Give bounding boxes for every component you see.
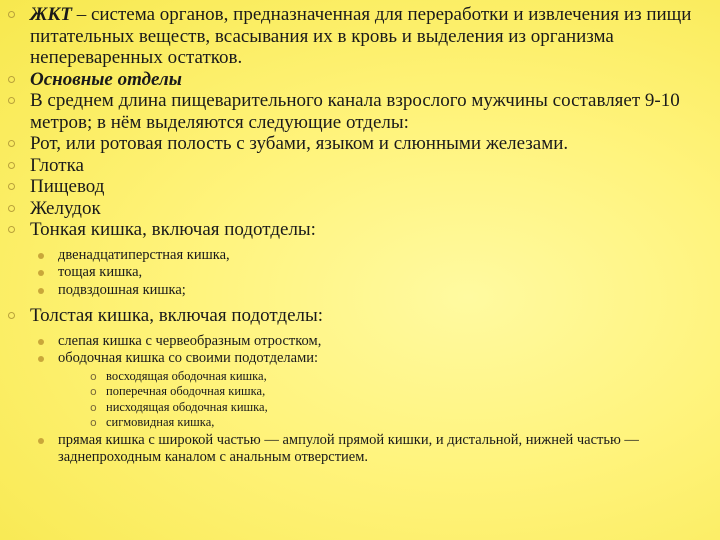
- list-item-large-intestine: [0, 305, 700, 467]
- hollow-circle-bullet-icon: [8, 162, 15, 169]
- sublist-item-text: тощая кишка,: [58, 264, 143, 280]
- sublist-item-text: прямая кишка с широкой частью — ампулой прямой кишки, и дистальной, нижней частью — заднепроходным каналом с анальным отверстием.: [58, 431, 639, 465]
- sublist-item-text: ободочная кишка со своими подотделами:: [58, 350, 319, 366]
- term-gkt: ЖКТ: [30, 4, 72, 25]
- sub-sublist-item-text: поперечная ободочная кишка,: [106, 384, 266, 398]
- sub-sublist-item: [58, 369, 700, 385]
- list-item-main-sections: [0, 69, 700, 91]
- list-item-text: Глотка: [30, 154, 84, 176]
- list-item-pharynx: [0, 155, 700, 177]
- filled-dot-bullet-icon: [38, 438, 44, 444]
- list-item-mouth: [0, 133, 700, 155]
- sublist-item-text: двенадцатиперстная кишка,: [58, 246, 230, 263]
- bullet-list: [0, 4, 700, 473]
- sub-sublist-item-text: сигмовидная кишка,: [106, 415, 215, 429]
- colon-sublist: [58, 369, 700, 431]
- list-item-text: Тонкая кишка, включая подотделы:: [30, 219, 316, 240]
- list-item-text: Желудок: [30, 197, 101, 219]
- list-item-esophagus: [0, 176, 700, 198]
- letter-o-bullet-icon: o: [90, 369, 97, 383]
- sublist-item: [30, 333, 700, 351]
- list-item-stomach: [0, 198, 700, 220]
- list-item-text: Пищевод: [30, 176, 105, 197]
- filled-dot-bullet-icon: [38, 339, 44, 345]
- filled-dot-bullet-icon: [38, 270, 44, 276]
- sub-sublist-item: [58, 415, 700, 431]
- sublist-item-text: слепая кишка с червеобразным отростком,: [58, 332, 322, 349]
- list-item-text: В среднем длина пищеварительного канала взрослого мужчины составляет 9-10 метров; в нём выделяются следующие отделы:: [30, 90, 680, 133]
- list-item-gkt: [0, 4, 700, 69]
- sub-sublist-item-text: нисходящая ободочная кишка,: [106, 399, 268, 414]
- hollow-circle-bullet-icon: [8, 226, 15, 233]
- sub-sublist-item: [58, 400, 700, 416]
- hollow-circle-bullet-icon: [8, 183, 15, 190]
- filled-dot-bullet-icon: [38, 356, 44, 362]
- hollow-circle-bullet-icon: [8, 140, 15, 147]
- letter-o-bullet-icon: o: [90, 400, 97, 414]
- hollow-circle-bullet-icon: [8, 76, 15, 83]
- sublist-item-text: подвздошная кишка;: [58, 281, 186, 298]
- large-intestine-sublist: [30, 333, 700, 467]
- hollow-circle-bullet-icon: [8, 205, 15, 212]
- filled-dot-bullet-icon: [38, 253, 44, 259]
- sublist-item: [30, 282, 700, 300]
- definition-text: – система органов, предназначенная для переработки и извлечения из пищи питательных веществ, всасывания их в кровь и выделения из организма непереваренных остатков.: [30, 4, 692, 68]
- sublist-item: [30, 432, 700, 467]
- list-item-text: Рот, или ротовая полость с зубами, языком и слюнными железами.: [30, 133, 569, 154]
- sublist-item: [30, 247, 700, 265]
- hollow-circle-bullet-icon: [8, 312, 15, 319]
- list-item-small-intestine: [0, 219, 700, 299]
- filled-dot-bullet-icon: [38, 288, 44, 294]
- sublist-item: [30, 264, 700, 282]
- letter-o-bullet-icon: o: [90, 385, 97, 398]
- letter-o-bullet-icon: o: [90, 416, 97, 429]
- sublist-item: [30, 350, 700, 431]
- list-item-length: [0, 90, 700, 133]
- sub-sublist-item: [58, 384, 700, 400]
- heading-main-sections: Основные отделы: [30, 68, 182, 90]
- sub-sublist-item-text: восходящая ободочная кишка,: [106, 368, 267, 383]
- hollow-circle-bullet-icon: [8, 97, 15, 104]
- small-intestine-sublist: [30, 247, 700, 300]
- hollow-circle-bullet-icon: [8, 11, 15, 18]
- list-item-text: Толстая кишка, включая подотделы:: [30, 305, 324, 326]
